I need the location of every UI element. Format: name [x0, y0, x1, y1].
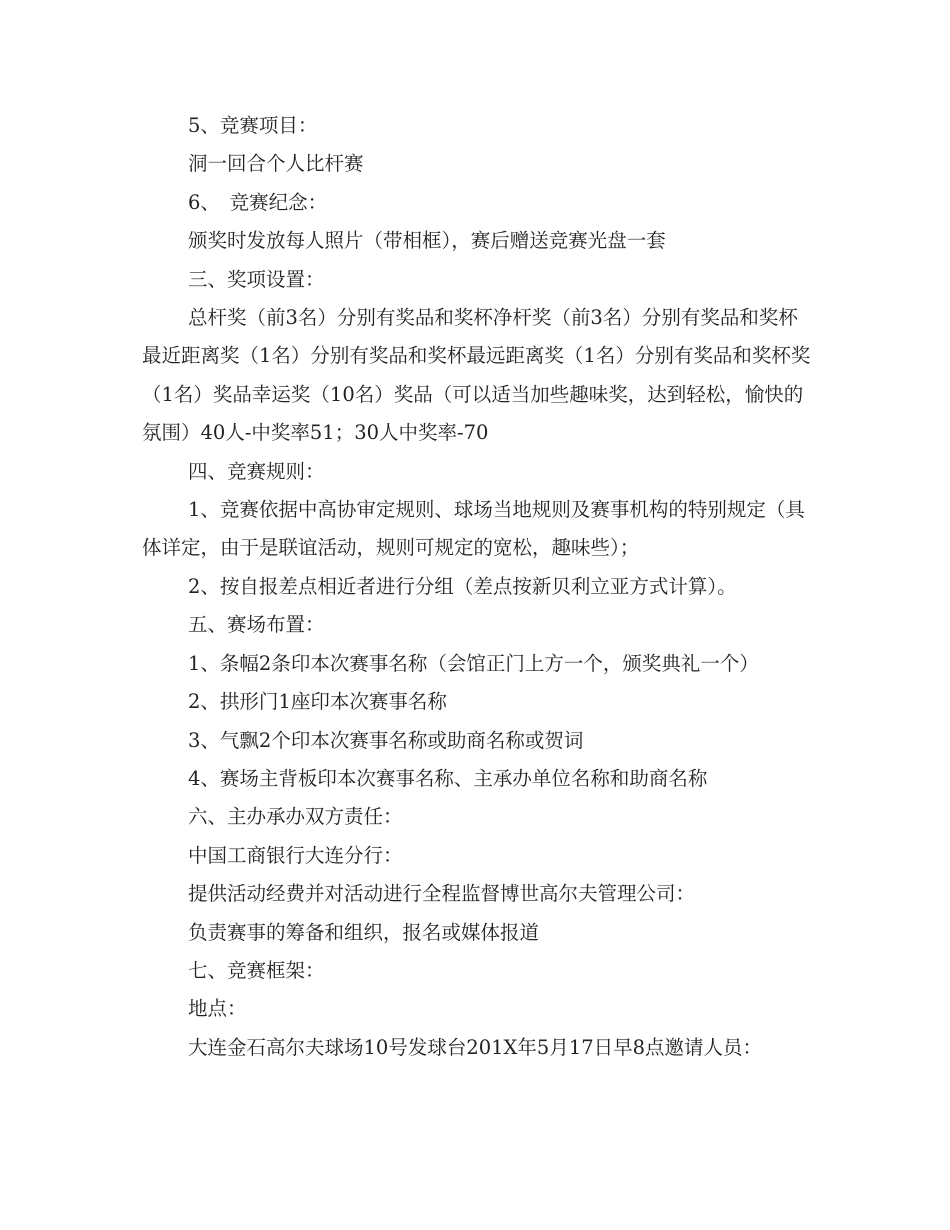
- rule-1: 1、竞赛依据中高协审定规则、球场当地规则及赛事机构的特别规定（具体详定，由于是联谊活动，规则可规定的宽松，趣味些）；: [142, 498, 805, 560]
- layout-item-1: 1、条幅2条印本次赛事名称（会馆正门上方一个，颁奖典礼一个）: [188, 651, 759, 675]
- item-6-text: 颁奖时发放每人照片（带相框），赛后赠送竞赛光盘一套: [188, 229, 666, 253]
- layout-item-2: 2、拱形门1座印本次赛事名称: [188, 690, 447, 714]
- location-text: 大连金石高尔夫球场10号发球台201X年5月17日早8点邀请人员：: [188, 1035, 763, 1059]
- location-label: 地点：: [188, 997, 247, 1021]
- item-6-heading: 6、 竞赛纪念：: [188, 190, 328, 214]
- organizer-name: 中国工商银行大连分行：: [188, 843, 403, 867]
- item-5-text: 洞一回合个人比杆赛: [188, 152, 364, 176]
- document-body: [142, 107, 812, 1067]
- host-duty: 负责赛事的筹备和组织，报名或媒体报道: [188, 920, 540, 944]
- section-4-heading: 四、竞赛规则：: [188, 459, 325, 483]
- item-5-heading: 5、竞赛项目：: [188, 114, 318, 137]
- section-5-heading: 五、赛场布置：: [188, 613, 325, 637]
- rule-2: 2、按自报差点相近者进行分组（差点按新贝利立亚方式计算）。: [188, 574, 737, 598]
- section-7-heading: 七、竞赛框架：: [188, 958, 325, 982]
- section-3-heading: 三、奖项设置：: [188, 267, 325, 291]
- layout-item-4: 4、赛场主背板印本次赛事名称、主承办单位名称和助商名称: [188, 766, 708, 790]
- organizer-duty: 提供活动经费并对活动进行全程监督博世高尔夫管理公司：: [188, 882, 696, 906]
- section-6-heading: 六、主办承办双方责任：: [188, 805, 403, 829]
- layout-item-3: 3、气飘2个印本次赛事名称或助商名称或贺词: [188, 728, 584, 752]
- section-3-text: 总杆奖（前3名）分别有奖品和奖杯净杆奖（前3名）分别有奖品和奖杯最近距离奖（1名）分别有奖品和奖杯最远距离奖（1名）分别有奖品和奖杯奖（1名）奖品幸运奖（10名）奖品（可以适当加些趣味奖，达到轻松，愉快的氛围）40人-中奖率51；30人中奖率-70: [142, 306, 811, 445]
